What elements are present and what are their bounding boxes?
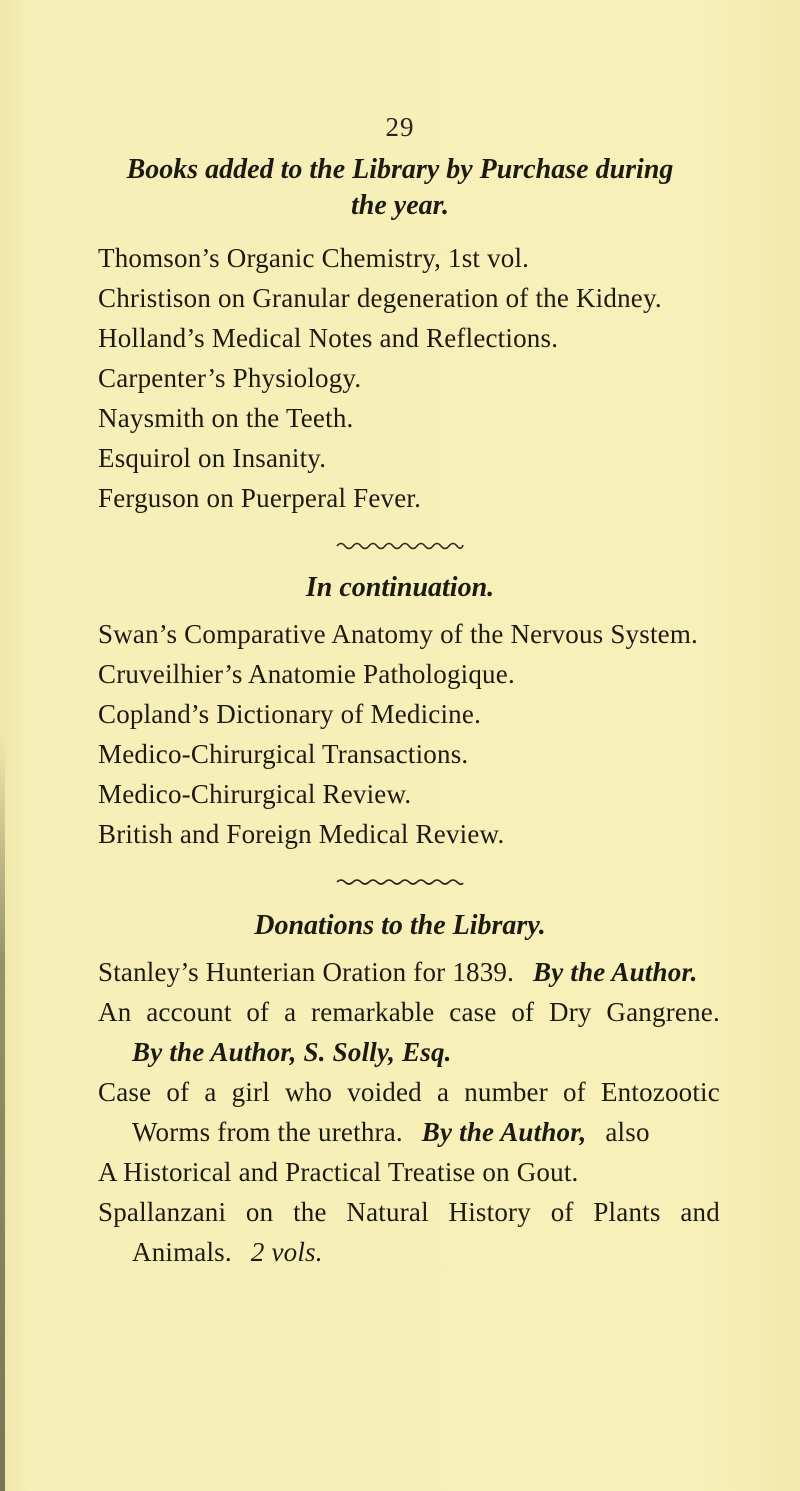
word: of	[246, 997, 270, 1027]
word: remarkable	[311, 997, 435, 1027]
donation-volumes: 2 vols.	[250, 1237, 323, 1267]
donations-heading: Donations to the Library.	[254, 910, 546, 941]
word: voided	[347, 1077, 422, 1107]
word: Gangrene.	[606, 997, 720, 1027]
donation-entry-continued	[132, 1232, 323, 1272]
word: Plants	[593, 1197, 661, 1227]
wave-rule-icon	[335, 540, 465, 550]
donation-title: Stanley’s Hunterian Oration for 1839.	[98, 957, 515, 987]
wave-rule-icon	[335, 877, 465, 887]
continuation-item: British and Foreign Medical Review.	[98, 819, 505, 849]
continuation-item: Medico-Chirurgical Transactions.	[98, 739, 469, 769]
purchase-item: Christison on Granular degeneration of the Kidney.	[98, 283, 662, 313]
donation-title-cont: Worms from the urethra.	[132, 1117, 403, 1147]
word: and	[680, 1197, 720, 1227]
word: of	[562, 1077, 586, 1107]
word: of	[550, 1197, 574, 1227]
word: Entozootic	[600, 1077, 720, 1107]
continuation-item: Medico-Chirurgical Review.	[98, 779, 412, 809]
purchase-item: Naysmith on the Teeth.	[98, 403, 354, 433]
word: a	[436, 1077, 450, 1107]
word: who	[285, 1077, 333, 1107]
donation-entry	[98, 1072, 720, 1112]
word: number	[464, 1077, 548, 1107]
donation-suffix: also	[605, 1117, 650, 1147]
word: of	[166, 1077, 190, 1107]
donation-entry	[98, 992, 720, 1032]
purchase-item: Carpenter’s Physiology.	[98, 363, 362, 393]
donation-donor-line	[132, 1032, 452, 1072]
ornamental-divider	[0, 540, 800, 550]
word: Natural	[346, 1197, 429, 1227]
purchase-heading-line2: the year.	[351, 190, 449, 221]
page-edge-shadow	[0, 740, 5, 1491]
word: on	[245, 1197, 274, 1227]
continuation-heading: In continuation.	[305, 572, 495, 603]
donation-title: A Historical and Practical Treatise on Gout.	[98, 1157, 579, 1187]
donation-title	[98, 1072, 720, 1112]
continuation-item: Cruveilhier’s Anatomie Pathologique.	[98, 659, 515, 689]
donation-title-cont: Animals.	[132, 1237, 232, 1267]
word: account	[146, 997, 232, 1027]
word: case	[449, 997, 497, 1027]
word: Dry	[549, 997, 592, 1027]
word: Spallanzani	[98, 1197, 227, 1227]
purchase-item: Holland’s Medical Notes and Reflections.	[98, 323, 559, 353]
donation-entry	[98, 1152, 578, 1192]
donation-donor: By the Author, S. Solly, Esq.	[132, 1037, 452, 1067]
donation-donor: By the Author.	[533, 957, 698, 987]
word: the	[293, 1197, 327, 1227]
donation-title	[98, 992, 720, 1032]
purchase-heading-line1: Books added to the Library by Purchase during	[126, 154, 674, 185]
word: Case	[98, 1077, 152, 1107]
donation-donor: By the Author,	[421, 1117, 587, 1147]
purchase-item: Thomson’s Organic Chemistry, 1st vol.	[98, 243, 530, 273]
donation-entry	[98, 952, 698, 992]
word: History	[448, 1197, 531, 1227]
continuation-item: Copland’s Dictionary of Medicine.	[98, 699, 482, 729]
continuation-item: Swan’s Comparative Anatomy of the Nervous System.	[98, 619, 698, 649]
page-number: 29	[385, 112, 415, 142]
word: a	[204, 1077, 217, 1107]
word: of	[511, 997, 535, 1027]
word: a	[284, 997, 297, 1027]
ornamental-divider	[0, 877, 800, 887]
donation-title	[98, 1192, 720, 1232]
purchase-item: Esquirol on Insanity.	[98, 443, 327, 473]
donation-entry	[98, 1192, 720, 1232]
word: girl	[231, 1077, 270, 1107]
purchase-item: Ferguson on Puerperal Fever.	[98, 483, 422, 513]
donation-entry-continued	[132, 1112, 650, 1152]
word: An	[98, 997, 132, 1027]
